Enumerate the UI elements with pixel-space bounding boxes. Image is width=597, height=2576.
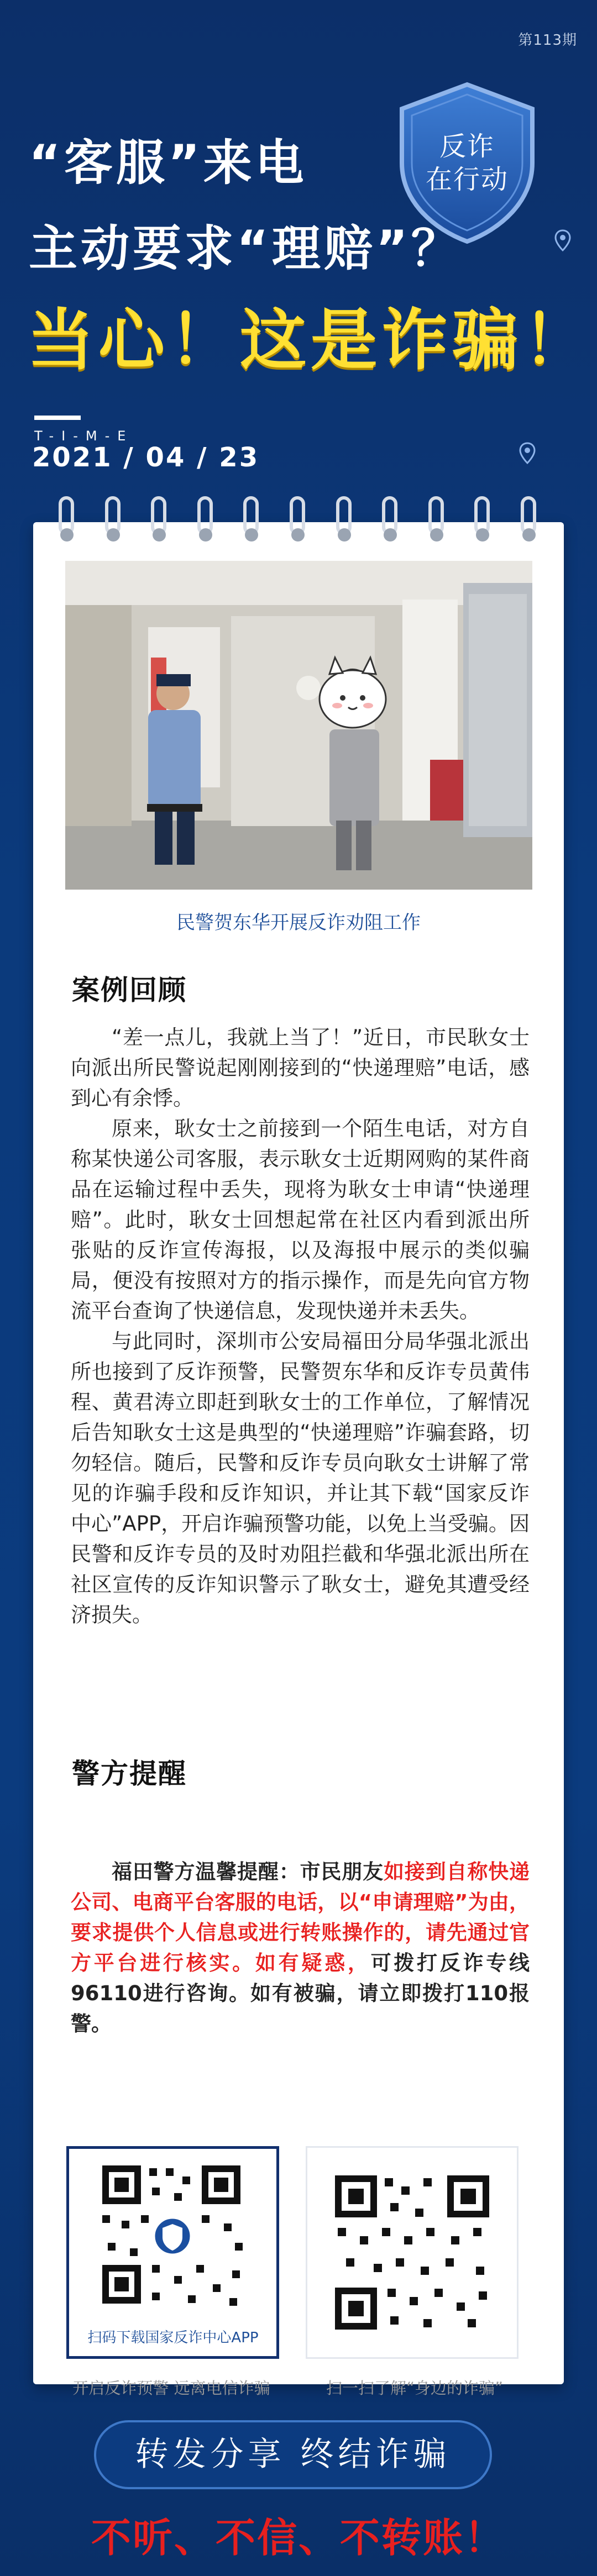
qr-code-scam-info (306, 2146, 519, 2359)
qr-code-icon (307, 2148, 517, 2357)
binder-ring (517, 496, 542, 546)
binder-rings (55, 496, 542, 546)
divider (34, 416, 81, 420)
tip-lead: 福田警方温馨提醒：市民朋友 (112, 1860, 384, 1884)
location-pin-icon (519, 442, 536, 464)
binder-ring (471, 496, 495, 546)
photo-caption: 民警贺东华开展反诈劝阻工作 (176, 912, 421, 934)
headline-line2: 主动要求“理赔”？ (29, 220, 463, 277)
slogan: 不听、不信、不转账！ (91, 2515, 506, 2561)
headline-warning: 当心！这是诈骗！ (28, 302, 594, 379)
publish-date: 2021 / 04 / 23 (32, 442, 260, 473)
binder-ring (333, 496, 357, 546)
time-label: T-I-M-E (34, 428, 134, 444)
section-title-police-tip (72, 1752, 187, 1791)
binder-ring (55, 496, 80, 546)
share-button[interactable]: 转发分享 终结诈骗 (94, 2420, 492, 2489)
tip-tail: 可拨打反诈专线96110进行咨询。如有被骗，请立即拨打110报警。 (71, 1951, 530, 2036)
location-pin-icon (554, 229, 572, 251)
binder-ring (286, 496, 311, 546)
section-title-case-review (72, 968, 187, 1008)
qr-app-inner-caption: 扫码下载国家反诈中心APP (87, 2330, 259, 2346)
paragraph: 原来，耿女士之前接到一个陌生电话，对方自称某快递公司客服，表示耿女士近期网购的某件商品在运输过程中丢失，现将为耿女士申请“快递理赔”。此时，耿女士回想起常在社区内看到派出所张贴的反诈宣传海报，以及海报中展示的类似骗局，便没有按照对方的指示操作，而是先向官方物流平台查询了快递信息，发现快递并未丢失。 (71, 1117, 530, 1323)
binder-ring (148, 496, 172, 546)
binder-ring (240, 496, 264, 546)
tip-warning: 如接到自称快递公司、电商平台客服的电话，以“申请理赔”为由，要求提供个人信息或进行转账操作的，请先通过官方平台进行核实。如有疑惑， (71, 1860, 530, 1975)
badge-line2: 在行动 (425, 164, 509, 195)
scene-photo (65, 561, 532, 890)
qr-code-icon (69, 2149, 276, 2315)
issue-number: 第113期 (518, 32, 577, 49)
paragraph: 与此同时，深圳市公安局福田分局华强北派出所也接到了反诈预警，民警贺东华和反诈专员黄伟程、黄君涛立即赶到耿女士的工作单位，了解情况后告知耿女士这是典型的“快递理赔”诈骗套路，切勿轻信。随后，民警和反诈专员向耿女士讲解了常见的诈骗手段和反诈知识，并让其下载“国家反诈中心”APP，开启诈骗预警功能，以免上当受骗。因民警和反诈专员的及时劝阻拦截和华强北派出所在社区宣传的反诈知识警示了耿女士，避免其遭受经济损失。 (71, 1329, 530, 1627)
qr-app-caption: 开启反诈预警 远离电信诈骗 (72, 2379, 270, 2398)
police-tip-body (71, 1857, 530, 2039)
case-review-body (71, 1022, 530, 1630)
binder-ring (102, 496, 126, 546)
shield-badge-text (395, 130, 539, 196)
binder-ring (425, 496, 449, 546)
qr-scam-caption: 扫一扫了解“身边的诈骗” (326, 2379, 504, 2398)
badge-line1: 反诈 (439, 131, 495, 162)
headline-line1: “客服”来电 (29, 134, 307, 191)
police-tip-title: 警方提醒 (72, 1758, 187, 1790)
paragraph: “差一点儿，我就上当了！”近日，市民耿女士向派出所民警说起刚刚接到的“快递理赔”电话，感到心有余悸。 (71, 1026, 530, 1110)
binder-ring (194, 496, 218, 546)
binder-ring (379, 496, 403, 546)
case-review-title: 案例回顾 (72, 974, 187, 1006)
